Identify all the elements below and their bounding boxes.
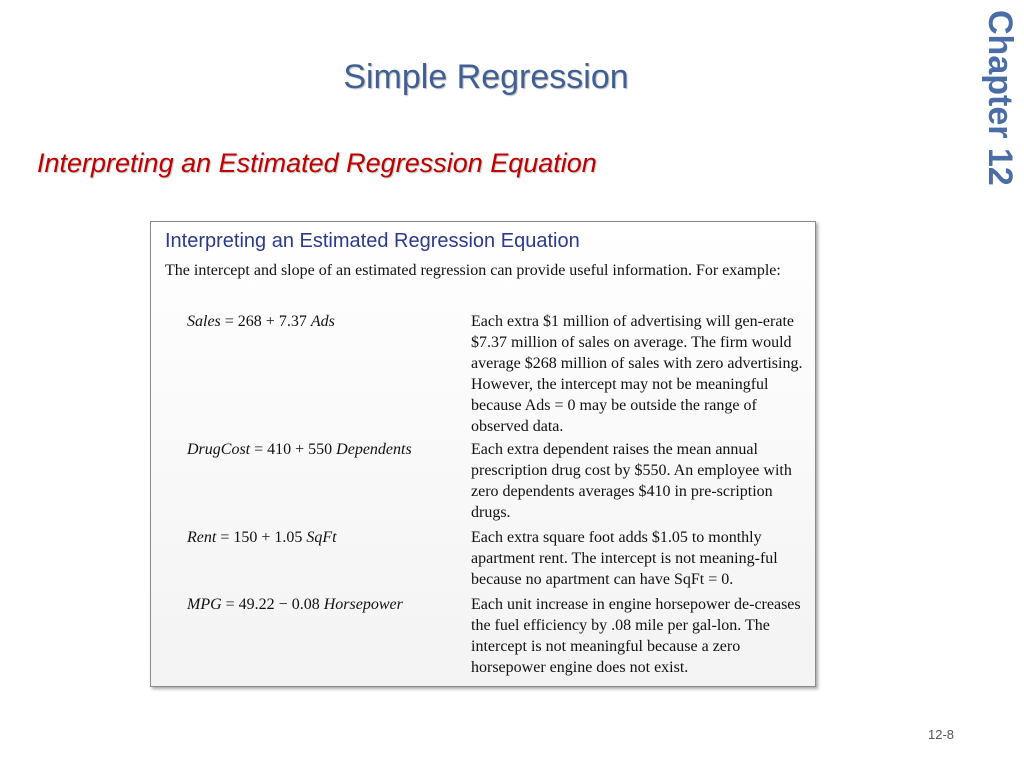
equation-terms: = 410 + 550 — [250, 441, 337, 458]
equation-terms: = 150 + 1.05 — [216, 529, 307, 546]
equation-terms: = 49.22 − 0.08 — [221, 596, 324, 613]
chapter-label-container — [964, 0, 1024, 220]
equation-terms: = 268 + 7.37 — [220, 313, 311, 330]
figure-intro: The intercept and slope of an estimated regression can provide useful information. For example: — [165, 262, 781, 279]
slide-title: Simple Regression — [343, 58, 629, 96]
chapter-label: Chapter 12 — [981, 10, 1019, 186]
figure-title: Interpreting an Estimated Regression Equation — [165, 230, 580, 252]
equation-sales — [187, 311, 335, 332]
equation-predictor: Horsepower — [323, 596, 403, 613]
explanation-sales: Each extra $1 million of advertising will gen-erate $7.37 million of sales on average. The firm would average $268 million of sales with zero advertising. However, the intercept may not be meaningful because Ads = 0 may be outside the range of observed data. — [471, 313, 803, 435]
slide-subtitle: Interpreting an Estimated Regression Equation — [37, 148, 597, 178]
explanation-mpg: Each unit increase in engine horsepower de-creases the fuel efficiency by .08 mile per gal-lon. The intercept is not meaningful because a zero horsepower engine does not exist. — [471, 596, 801, 676]
explanation-rent: Each extra square foot adds $1.05 to monthly apartment rent. The intercept is not meaning-ful because no apartment can have SqFt = 0. — [471, 529, 778, 588]
regression-figure — [150, 221, 816, 687]
equation-predictor: Dependents — [336, 441, 412, 458]
equation-variable: MPG — [187, 596, 222, 613]
equation-predictor: Ads — [310, 313, 335, 330]
equation-variable: Sales — [187, 313, 221, 330]
explanation-drugcost: Each extra dependent raises the mean annual prescription drug cost by $550. An employee with zero dependents averages $410 in pre-scription drugs. — [471, 441, 792, 521]
equation-mpg — [187, 594, 403, 615]
equation-variable: DrugCost — [187, 441, 251, 458]
equation-predictor: SqFt — [306, 529, 337, 546]
equation-drugcost — [187, 439, 412, 460]
equation-variable: Rent — [187, 529, 217, 546]
page-number: 12-8 — [928, 727, 955, 742]
equation-rent — [187, 527, 337, 548]
